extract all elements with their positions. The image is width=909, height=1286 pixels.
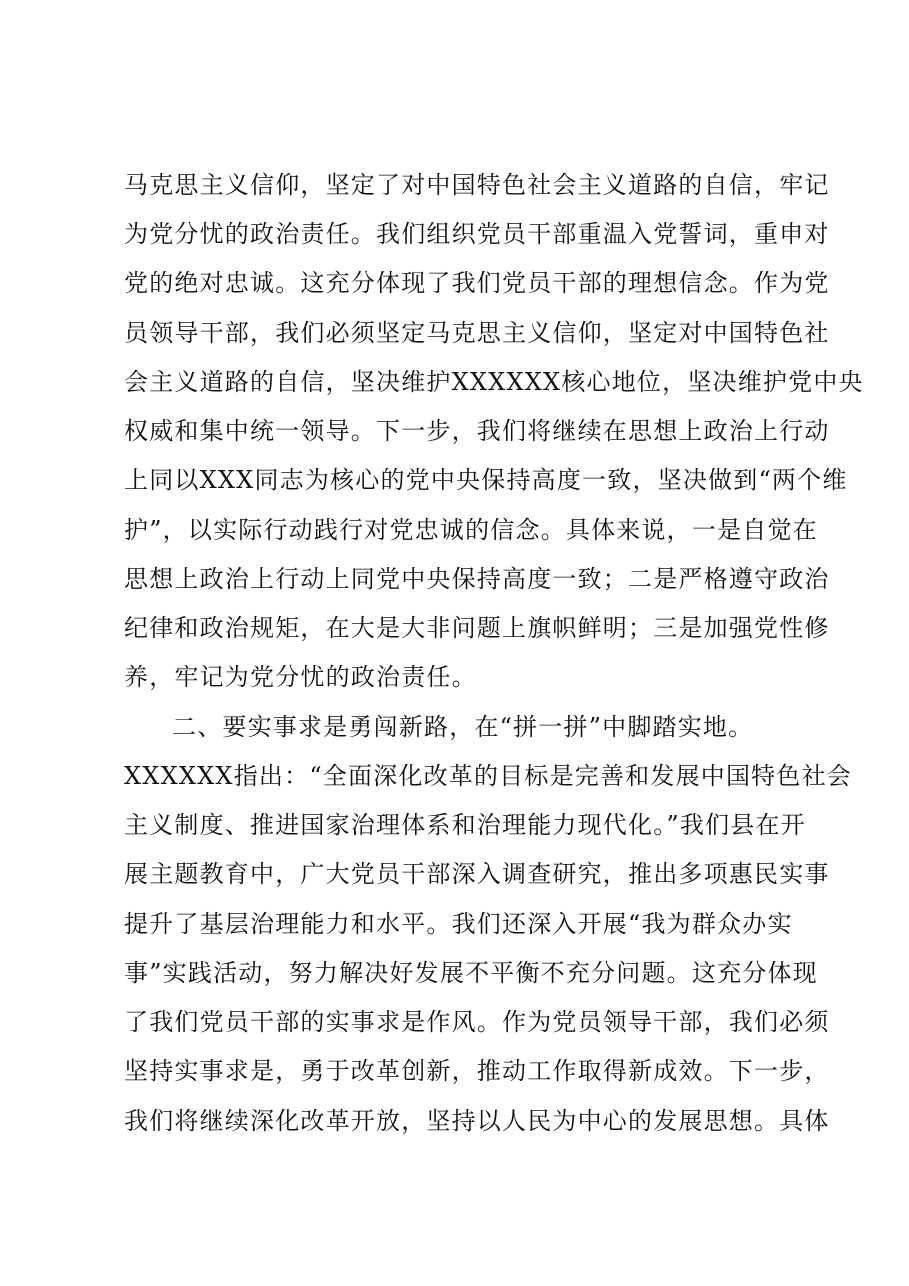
paragraph-line: 纪律和政治规矩，在大是大非问题上旗帜鲜明；三是加强党性修 (124, 614, 830, 642)
paragraph-line: 事”实践活动，努力解决好发展不平衡不充分问题。这充分体现 (124, 959, 818, 987)
paragraph-line: 护”，以实际行动践行对党忠诚的信念。具体来说，一是自觉在 (124, 516, 818, 544)
paragraph-line: 上同以XXX同志为核心的党中央保持高度一致，坚决做到“两个维 (124, 466, 848, 494)
paragraph-line: 为党分忧的政治责任。我们组织党员干部重温入党誓词，重申对 (124, 220, 830, 248)
paragraph-line: 主义制度、推进国家治理体系和治理能力现代化。”我们县在开 (124, 811, 806, 839)
paragraph-line: 养，牢记为党分忧的政治责任。 (124, 663, 477, 691)
paragraph-line: 坚持实事求是，勇于改革创新，推动工作取得新成效。下一步， (124, 1057, 830, 1085)
paragraph-line: 思想上政治上行动上同党中央保持高度一致；二是严格遵守政治 (124, 565, 830, 593)
paragraph-line: 提升了基层治理能力和水平。我们还深入开展“我为群众办实 (124, 910, 793, 938)
section-heading-line: 二、要实事求是勇闯新路，在“拼一拼”中脚踏实地。 (172, 713, 754, 741)
paragraph-line: XXXXXX指出：“全面深化改革的目标是完善和发展中国特色社会 (124, 762, 852, 790)
paragraph-line: 会主义道路的自信，坚决维护XXXXXX核心地位，坚决维护党中央 (124, 368, 864, 396)
paragraph-line: 权威和集中统一领导。下一步，我们将继续在思想上政治上行动 (124, 417, 830, 445)
paragraph-line: 了我们党员干部的实事求是作风。作为党员领导干部，我们必须 (124, 1008, 830, 1036)
paragraph-line: 我们将继续深化改革开放，坚持以人民为中心的发展思想。具体 (124, 1107, 830, 1135)
paragraph-line: 展主题教育中，广大党员干部深入调查研究，推出多项惠民实事 (124, 860, 830, 888)
paragraph-line: 员领导干部，我们必须坚定马克思主义信仰，坚定对中国特色社 (124, 319, 830, 347)
paragraph-line: 党的绝对忠诚。这充分体现了我们党员干部的理想信念。作为党 (124, 269, 830, 297)
paragraph-line: 马克思主义信仰，坚定了对中国特色社会主义道路的自信，牢记 (124, 171, 830, 199)
